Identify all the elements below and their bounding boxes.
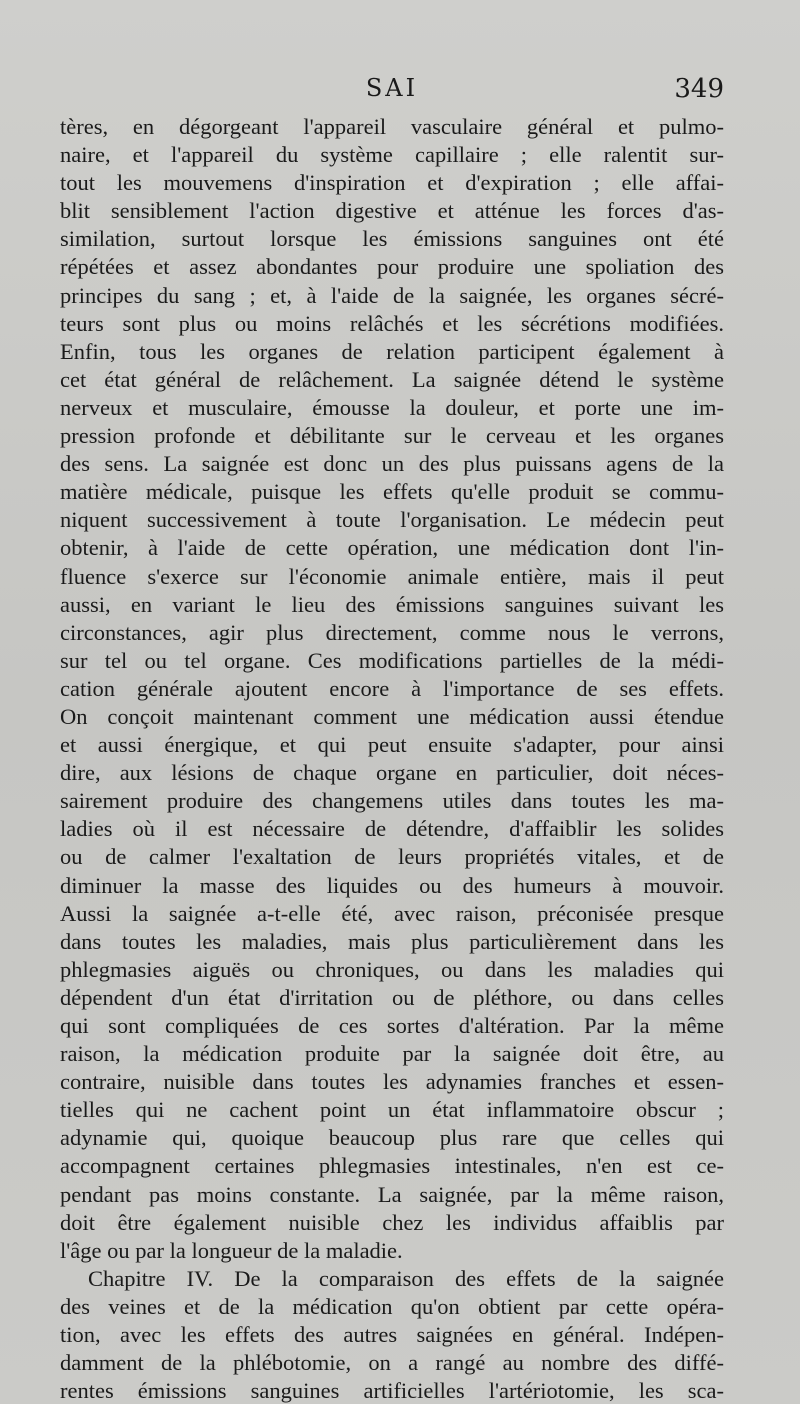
text-line: dépendent d'un état d'irritation ou de pléthore, ou dans celles [60, 984, 724, 1010]
text-line: similation, surtout lorsque les émissions sanguines ont été [60, 226, 724, 252]
text-line: et aussi énergique, et qui peut ensuite s'adapter, pour ainsi [60, 732, 724, 758]
text-line: naire, et l'appareil du système capillaire ; elle ralentit sur- [60, 142, 724, 168]
text-line: ladies où il est nécessaire de détendre, d'affaiblir les solides [60, 816, 724, 842]
text-line: tion, avec les effets des autres saignées en général. Indépen- [60, 1322, 724, 1348]
text-line: obtenir, à l'aide de cette opération, une médication dont l'in- [60, 535, 724, 561]
text-line: adynamie qui, quoique beaucoup plus rare que celles qui [60, 1125, 724, 1151]
text-line: contraire, nuisible dans toutes les adynamies franches et essen- [60, 1069, 724, 1095]
text-line: tères, en dégorgeant l'appareil vasculaire général et pulmo- [60, 114, 724, 139]
text-line: doit être également nuisible chez les individus affaiblis par [60, 1209, 724, 1235]
text-line: dans toutes les maladies, mais plus particulièrement dans les [60, 928, 724, 954]
text-line: On conçoit maintenant comment une médication aussi étendue [60, 703, 724, 729]
text-line: rentes émissions sanguines artificielles l'artériotomie, les sca- [60, 1378, 724, 1404]
text-line: nerveux et musculaire, émousse la douleur, et porte une im- [60, 394, 724, 420]
chapter-heading-line: Chapitre IV. De la comparaison des effets de la saignée [88, 1265, 724, 1291]
body-text [60, 113, 724, 1404]
text-line: pendant pas moins constante. La saignée, par la même raison, [60, 1181, 724, 1207]
running-head: SAI [365, 74, 419, 102]
page-header [60, 70, 724, 110]
text-line: diminuer la masse des liquides ou des humeurs à mouvoir. [60, 872, 724, 898]
text-line: accompagnent certaines phlegmasies intestinales, n'en est ce- [60, 1153, 724, 1179]
text-line: teurs sont plus ou moins relâchés et les sécrétions modifiées. [60, 310, 724, 336]
text-line: dire, aux lésions de chaque organe en particulier, doit néces- [60, 760, 724, 786]
text-line: Enfin, tous les organes de relation participent également à [60, 338, 724, 364]
text-line: des sens. La saignée est donc un des plus puissans agens de la [60, 451, 724, 477]
text-line: ou de calmer l'exaltation de leurs propriétés vitales, et de [60, 844, 724, 870]
text-line: niquent successivement à toute l'organisation. Le médecin peut [60, 507, 724, 533]
text-line: pression profonde et débilitante sur le cerveau et les organes [60, 423, 724, 449]
text-line: principes du sang ; et, à l'aide de la saignée, les organes sécré- [60, 282, 724, 308]
text-line: répétées et assez abondantes pour produire une spoliation des [60, 254, 724, 280]
text-line: aussi, en variant le lieu des émissions sanguines suivant les [60, 591, 724, 617]
text-line: fluence s'exerce sur l'économie animale entière, mais il peut [60, 563, 724, 589]
text-line: sur tel ou tel organe. Ces modifications partielles de la médi- [60, 647, 724, 673]
text-line: damment de la phlébotomie, on a rangé au nombre des diffé- [60, 1350, 724, 1376]
page-number: 349 [674, 74, 724, 104]
text-line: blit sensiblement l'action digestive et atténue les forces d'as- [60, 198, 724, 224]
text-line: cation générale ajoutent encore à l'importance de ses effets. [60, 675, 724, 701]
text-line: circonstances, agir plus directement, comme nous le verrons, [60, 619, 724, 645]
text-line: cet état général de relâchement. La saignée détend le système [60, 366, 724, 392]
text-line: matière médicale, puisque les effets qu'elle produit se commu- [60, 479, 724, 505]
text-line: l'âge ou par la longueur de la maladie. [60, 1237, 403, 1263]
text-line: sairement produire des changemens utiles dans toutes les ma- [60, 788, 724, 814]
text-line: Aussi la saignée a-t-elle été, avec raison, préconisée presque [60, 900, 724, 926]
text-line: raison, la médication produite par la saignée doit être, au [60, 1041, 724, 1067]
text-line: des veines et de la médication qu'on obtient par cette opéra- [60, 1293, 724, 1319]
text-line: qui sont compliquées de ces sortes d'altération. Par la même [60, 1013, 724, 1038]
text-line: tielles qui ne cachent point un état inflammatoire obscur ; [60, 1097, 724, 1123]
text-line: tout les mouvemens d'inspiration et d'expiration ; elle affai- [60, 170, 724, 196]
text-line: phlegmasies aiguës ou chroniques, ou dans les maladies qui [60, 956, 724, 982]
